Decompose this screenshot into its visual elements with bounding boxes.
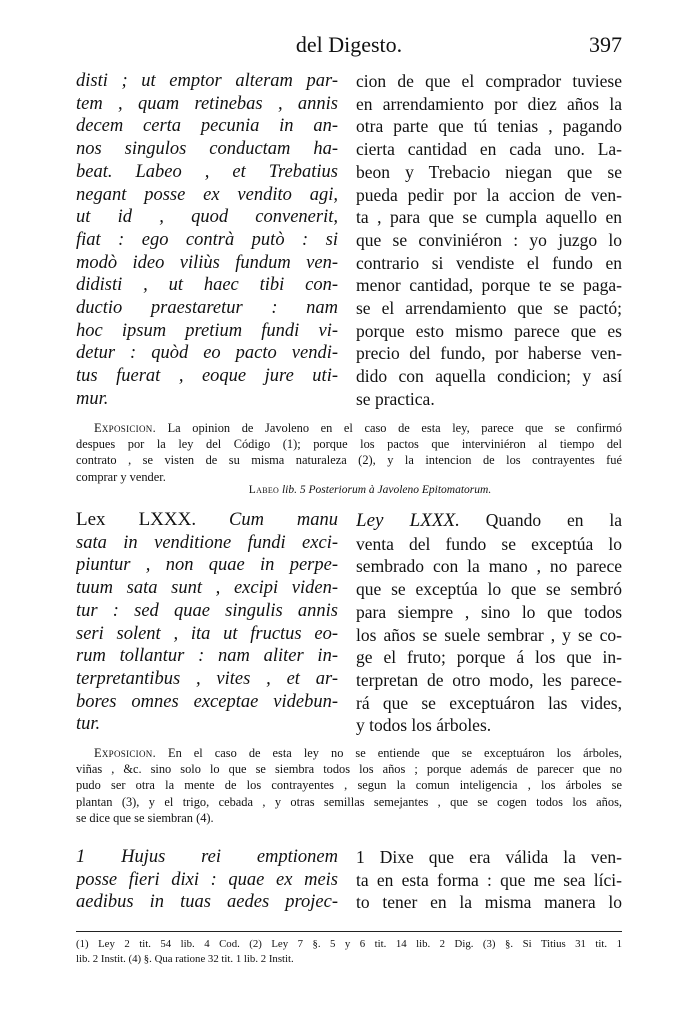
- latin-line: rum tollantur : nam aliter in-: [76, 646, 338, 667]
- latin-column-1: [76, 70, 338, 411]
- exposicion-label: Exposicion.: [94, 421, 156, 435]
- spanish-column-1: [356, 70, 622, 411]
- latin-line: detur : quòd eo pacto vendi-: [76, 343, 338, 364]
- spanish-line: 1 Dixe que era válida la ven-: [356, 847, 622, 867]
- exposicion-line: viñas , &c. sino solo lo que se siembra todos los años ; porque además de parecer que no: [76, 762, 622, 777]
- latin-line: negant posse ex vendito agi,: [76, 184, 338, 205]
- latin-column-3: [76, 846, 338, 914]
- exposicion-line: comprar y vender.: [76, 469, 166, 484]
- exposicion-line: Exposicion. La opinion de Javoleno en el caso de esta ley, parece que se confirmó: [94, 421, 622, 435]
- spanish-line: y todos los árboles.: [356, 715, 492, 736]
- spanish-line: terpretan de otro modo, les parece-: [356, 669, 622, 690]
- spanish-line: otra parte que tú tenias , pagando: [356, 116, 622, 137]
- exposicion-line: contrato , se visten de su misma naturaleza (2), y la intencion de los contrayentes fué: [76, 453, 622, 468]
- latin-line: ductio praestaretur : nam: [76, 298, 338, 319]
- latin-line: didisti , ut haec tibi con-: [76, 275, 338, 296]
- lex-heading: Lex LXXX.: [76, 509, 197, 530]
- spanish-line: cierta cantidad en cada uno. La-: [356, 139, 622, 160]
- spanish-line: venta del fundo se exceptúa lo: [356, 533, 622, 554]
- spanish-line: que se exceptúa lo que se sembró: [356, 579, 622, 600]
- footnote-line: lib. 2 Instit. (4) §. Qua ratione 32 tit. 1 lib. 2 Instit.: [76, 953, 294, 965]
- latin-line: ut id , quod convenerit,: [76, 207, 338, 228]
- spanish-line: se practica.: [356, 388, 435, 409]
- spanish-line: para siempre , sino lo que todos: [356, 601, 622, 622]
- latin-line: Lex LXXX. Cum manu: [76, 509, 338, 530]
- footnotes: [76, 937, 622, 967]
- latin-line: nos singulos conductam ha-: [76, 139, 338, 160]
- page-header: [76, 32, 622, 62]
- spanish-line: contrario si vendiste el fundo en: [356, 252, 622, 273]
- latin-line: piuntur , non quae in perpe-: [76, 555, 338, 576]
- latin-line: tem , quam retinebas , annis: [76, 93, 338, 114]
- exposicion-2: [76, 745, 622, 826]
- spanish-line: dido con aquella condicion; y así: [356, 366, 622, 387]
- exposicion-line: Exposicion. En el caso de esta ley no se entiende que se exceptuáron los árboles,: [94, 746, 622, 760]
- spanish-line: porque esto mismo parece que es: [356, 320, 622, 341]
- source-author: Labeo: [248, 484, 280, 496]
- latin-line: tus fuerat , eoque jure uti-: [76, 366, 338, 387]
- spanish-column-2: [356, 509, 622, 737]
- spanish-column-3: [356, 846, 622, 914]
- spanish-line: cion de que el comprador tuviese: [356, 71, 622, 91]
- spanish-line: que se conviniéron : yo juzgo lo: [356, 229, 622, 250]
- spanish-line: menor cantidad, porque te se paga-: [356, 275, 622, 296]
- spanish-line: pueda pedir por la accion de ven-: [356, 184, 622, 205]
- latin-line: modò ideo viliùs fundum ven-: [76, 252, 338, 273]
- latin-line: sata in venditione fundi exci-: [76, 532, 338, 553]
- spanish-line: beon y Trebacio niegan que se: [356, 161, 622, 182]
- exposicion-line: despues por la ley del Código (1); porque los pactos que interviniéron al tiempo del: [76, 437, 622, 452]
- latin-line: beat. Labeo , et Trebatius: [76, 161, 338, 182]
- spanish-line: to tener en la misma manera lo: [356, 892, 622, 913]
- spanish-line: se el arrendamiento que se pactó;: [356, 298, 622, 319]
- footnote-rule: [76, 931, 622, 932]
- latin-line: tur.: [76, 714, 101, 735]
- latin-line: bores omnes exceptae videbun-: [76, 691, 338, 712]
- latin-line: aedibus in tuas aedes projec-: [76, 892, 338, 913]
- source-text: lib. 5 Posteriorum à Javoleno Epitomatorum.: [281, 484, 492, 496]
- page-number: 397: [589, 32, 622, 57]
- spanish-line: Ley LXXX. Quando en la: [356, 510, 622, 531]
- ley-heading: Ley LXXX.: [356, 510, 460, 531]
- spanish-line: ge el fruto; porque á los que in-: [356, 647, 622, 668]
- spanish-line: precio del fundo, por haberse ven-: [356, 343, 622, 364]
- exposicion-1: [76, 420, 622, 485]
- spanish-line: los años se suele sembrar , y se co-: [356, 624, 622, 645]
- exposicion-line: se dice que se siembran (4).: [76, 810, 214, 825]
- spanish-line: sembrado con la mano , no parece: [356, 556, 622, 577]
- latin-column-2: [76, 509, 338, 736]
- latin-line: hoc ipsum pretium fundi vi-: [76, 320, 338, 341]
- latin-line: mur.: [76, 388, 109, 409]
- source-line: [200, 484, 540, 496]
- spanish-line: ta en esta forma : que me sea líci-: [356, 869, 622, 890]
- exposicion-line: pudo ser otra la mente de los contrayentes , segun la comun inteligencia , los árboles se: [76, 778, 622, 793]
- footnote-line: (1) Ley 2 tit. 54 lib. 4 Cod. (2) Ley 7 §. 5 y 6 tit. 14 lib. 2 Dig. (3) §. Si Titius 31 tit. 1: [76, 938, 622, 950]
- latin-line: fiat : ego contrà putò : si: [76, 229, 338, 250]
- latin-line: tuum sata sunt , excipi viden-: [76, 578, 338, 599]
- latin-line: posse fieri dixi : quae ex meis: [76, 869, 338, 890]
- spanish-line: ta , para que se cumpla aquello en: [356, 207, 622, 228]
- running-head: del Digesto.: [295, 32, 403, 57]
- exposicion-label: Exposicion.: [94, 746, 156, 760]
- spanish-line: rá que se exceptuáron las vides,: [356, 692, 622, 713]
- exposicion-line: plantan (3), y el trigo, cebada , y otras semillas semejantes , que se cogen todos los años,: [76, 794, 622, 809]
- latin-line: terpretantibus , vites , et ar-: [76, 668, 338, 689]
- spanish-line: en arrendamiento por diez años la: [356, 93, 622, 114]
- latin-line: disti ; ut emptor alteram par-: [76, 71, 338, 91]
- latin-line: tur : sed quae singulis annis: [76, 600, 338, 621]
- latin-line: decem certa pecunia in an-: [76, 116, 338, 137]
- latin-line: seri solent , ita ut fructus eo-: [76, 623, 338, 644]
- latin-line: 1 Hujus rei emptionem: [76, 847, 338, 867]
